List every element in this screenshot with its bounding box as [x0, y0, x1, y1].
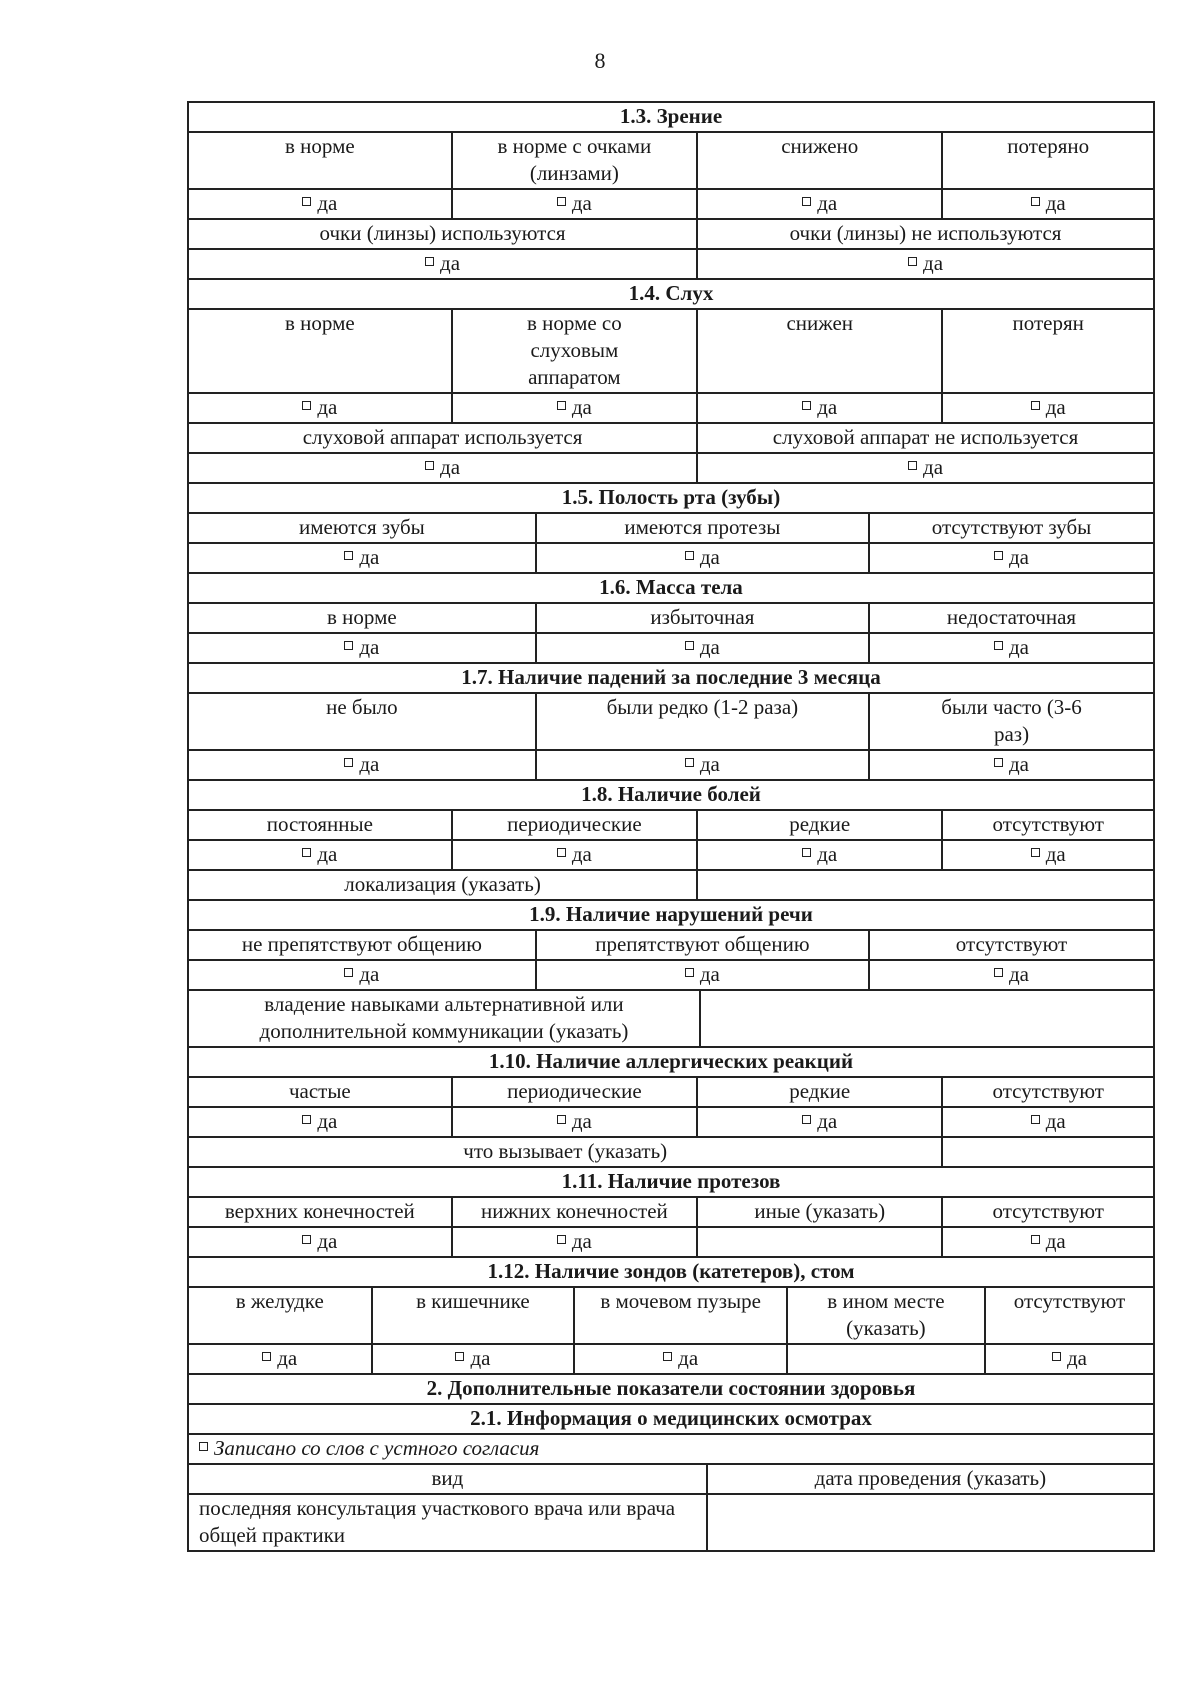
section-title: 1.3. Зрение	[188, 102, 1154, 132]
checkbox-icon	[344, 641, 353, 650]
checkbox-icon	[685, 641, 694, 650]
section-title: 1.12. Наличие зондов (катетеров), стом	[188, 1257, 1154, 1287]
yes-checkbox[interactable]: да	[188, 393, 452, 423]
column-label: снижено	[697, 132, 942, 189]
yes-checkbox[interactable]: да	[697, 249, 1154, 279]
column-label: недостаточная	[869, 603, 1154, 633]
yes-checkbox[interactable]: да	[188, 840, 452, 870]
allergy-section	[187, 1046, 1155, 1168]
yes-checkbox[interactable]: да	[188, 750, 536, 780]
yes-checkbox[interactable]: да	[942, 393, 1154, 423]
checkbox-icon	[262, 1352, 271, 1361]
checkbox-icon	[994, 641, 1003, 650]
column-label: были редко (1-2 раза)	[536, 693, 869, 750]
checkbox-icon	[1052, 1352, 1061, 1361]
allergy-cause-label: что вызывает (указать)	[188, 1137, 942, 1167]
speech-section	[187, 899, 1155, 991]
column-label: слуховой аппарат не используется	[697, 423, 1154, 453]
column-label: избыточная	[536, 603, 869, 633]
yes-checkbox[interactable]: да	[188, 249, 697, 279]
checkbox-icon	[302, 401, 311, 410]
verbal-consent-checkbox[interactable]: Записано со слов с устного согласия	[188, 1434, 1154, 1464]
checkbox-icon	[802, 848, 811, 857]
column-label: в норме	[188, 309, 452, 393]
checkbox-icon	[344, 551, 353, 560]
column-label: периодические	[452, 1077, 697, 1107]
column-label: очки (линзы) не используются	[697, 219, 1154, 249]
checkbox-icon	[557, 1115, 566, 1124]
yes-checkbox[interactable]: да	[697, 1107, 942, 1137]
checkbox-icon	[685, 968, 694, 977]
section-title: 1.6. Масса тела	[188, 573, 1154, 603]
column-label: в мочевом пузыре	[574, 1287, 787, 1344]
column-label: в норме со слуховым аппаратом	[452, 309, 697, 393]
yes-checkbox[interactable]: да	[697, 453, 1154, 483]
column-label: отсутствуют зубы	[869, 513, 1154, 543]
column-label: отсутствуют	[985, 1287, 1154, 1344]
column-label: не было	[188, 693, 536, 750]
checkbox-icon	[557, 197, 566, 206]
yes-checkbox[interactable]: да	[869, 960, 1154, 990]
column-label: потеряно	[942, 132, 1154, 189]
yes-checkbox[interactable]: да	[697, 840, 942, 870]
checkbox-icon	[557, 1235, 566, 1244]
alt-communication-field[interactable]	[700, 990, 1154, 1047]
column-label: в норме	[188, 132, 452, 189]
column-label: иные (указать)	[697, 1197, 942, 1227]
yes-checkbox[interactable]: да	[536, 633, 869, 663]
checkbox-icon	[1031, 848, 1040, 857]
yes-checkbox[interactable]: да	[188, 543, 536, 573]
yes-checkbox[interactable]: да	[188, 1107, 452, 1137]
yes-checkbox[interactable]: да	[452, 393, 697, 423]
column-label: периодические	[452, 810, 697, 840]
yes-checkbox[interactable]: да	[942, 840, 1154, 870]
checkbox-icon	[344, 968, 353, 977]
checkbox-icon	[344, 758, 353, 767]
other-location-field[interactable]	[787, 1344, 985, 1374]
weight-section	[187, 572, 1155, 664]
vision-glasses	[187, 218, 1155, 280]
yes-checkbox[interactable]: да	[452, 1227, 697, 1257]
column-label: постоянные	[188, 810, 452, 840]
checkbox-icon	[199, 1442, 208, 1451]
yes-checkbox[interactable]: да	[574, 1344, 787, 1374]
yes-checkbox[interactable]: да	[536, 960, 869, 990]
yes-checkbox[interactable]: да	[188, 633, 536, 663]
column-label: вид	[188, 1464, 707, 1494]
column-label: отсутствуют	[869, 930, 1154, 960]
yes-checkbox[interactable]: да	[188, 189, 452, 219]
allergy-cause-field[interactable]	[942, 1137, 1154, 1167]
section-title: 1.8. Наличие болей	[188, 780, 1154, 810]
pain-section	[187, 779, 1155, 901]
localization-field[interactable]	[697, 870, 1154, 900]
column-label: частые	[188, 1077, 452, 1107]
checkbox-icon	[1031, 401, 1040, 410]
yes-checkbox[interactable]: да	[452, 1107, 697, 1137]
checkbox-icon	[302, 848, 311, 857]
column-label: слуховой аппарат используется	[188, 423, 697, 453]
subsection-title: 2.1. Информация о медицинских осмотрах	[188, 1404, 1154, 1434]
hearing-aid	[187, 422, 1155, 484]
section-title: 1.10. Наличие аллергических реакций	[188, 1047, 1154, 1077]
yes-checkbox[interactable]: да	[536, 750, 869, 780]
checkbox-icon	[802, 1115, 811, 1124]
checkbox-icon	[685, 551, 694, 560]
column-label: верхних конечностей	[188, 1197, 452, 1227]
checkbox-icon	[425, 257, 434, 266]
section-title: 1.9. Наличие нарушений речи	[188, 900, 1154, 930]
checkbox-icon	[302, 1115, 311, 1124]
yes-checkbox[interactable]: да	[372, 1344, 575, 1374]
checkbox-icon	[425, 461, 434, 470]
yes-checkbox[interactable]: да	[188, 1344, 372, 1374]
checkbox-icon	[994, 968, 1003, 977]
checkbox-icon	[1031, 197, 1040, 206]
column-label: отсутствуют	[942, 1077, 1154, 1107]
yes-checkbox[interactable]: да	[452, 189, 697, 219]
prosthesis-section	[187, 1166, 1155, 1258]
yes-checkbox[interactable]: да	[452, 840, 697, 870]
yes-checkbox[interactable]: да	[697, 189, 942, 219]
column-label: дата проведения (указать)	[707, 1464, 1154, 1494]
column-label: не препятствуют общению	[188, 930, 536, 960]
yes-checkbox[interactable]: да	[188, 960, 536, 990]
section-2	[187, 1373, 1155, 1552]
consult-date-field[interactable]	[707, 1494, 1154, 1551]
checkbox-icon	[1031, 1115, 1040, 1124]
column-label: имеются зубы	[188, 513, 536, 543]
speech-alt-communication	[187, 989, 1155, 1048]
probes-section	[187, 1256, 1155, 1375]
column-label: снижен	[697, 309, 942, 393]
column-label: в норме с очками (линзами)	[452, 132, 697, 189]
section-title: 2. Дополнительные показатели состоянии здоровья	[188, 1374, 1154, 1404]
checkbox-icon	[802, 197, 811, 206]
localization-label: локализация (указать)	[188, 870, 697, 900]
section-title: 1.4. Слух	[188, 279, 1154, 309]
column-label: очки (линзы) используются	[188, 219, 697, 249]
falls-section	[187, 662, 1155, 781]
yes-checkbox[interactable]: да	[697, 393, 942, 423]
yes-checkbox[interactable]: да	[985, 1344, 1154, 1374]
vision-section	[187, 101, 1155, 220]
yes-checkbox[interactable]: да	[942, 1107, 1154, 1137]
column-label: редкие	[697, 1077, 942, 1107]
row-label: последняя консультация участкового врача или врача общей практики	[188, 1494, 707, 1551]
column-label: были часто (3-6 раз)	[869, 693, 1154, 750]
column-label: отсутствуют	[942, 810, 1154, 840]
mouth-section	[187, 482, 1155, 574]
yes-checkbox[interactable]: да	[869, 543, 1154, 573]
column-label: в ином месте (указать)	[787, 1287, 985, 1344]
column-label: в норме	[188, 603, 536, 633]
yes-checkbox[interactable]: да	[188, 1227, 452, 1257]
checkbox-icon	[685, 758, 694, 767]
column-label: в желудке	[188, 1287, 372, 1344]
page-number: 8	[594, 48, 606, 73]
assessment-form	[187, 103, 1155, 1552]
yes-checkbox[interactable]: да	[942, 1227, 1154, 1257]
checkbox-icon	[557, 401, 566, 410]
hearing-section	[187, 278, 1155, 424]
checkbox-icon	[908, 257, 917, 266]
column-label: препятствуют общению	[536, 930, 869, 960]
column-label: отсутствуют	[942, 1197, 1154, 1227]
section-title: 1.5. Полость рта (зубы)	[188, 483, 1154, 513]
yes-checkbox[interactable]: да	[869, 750, 1154, 780]
checkbox-icon	[455, 1352, 464, 1361]
checkbox-icon	[663, 1352, 672, 1361]
checkbox-icon	[908, 461, 917, 470]
section-title: 1.11. Наличие протезов	[188, 1167, 1154, 1197]
column-label: в кишечнике	[372, 1287, 575, 1344]
other-prosthesis-field[interactable]	[697, 1227, 942, 1257]
checkbox-icon	[802, 401, 811, 410]
column-label: потерян	[942, 309, 1154, 393]
checkbox-icon	[1031, 1235, 1040, 1244]
alt-communication-label: владение навыками альтернативной или дополнительной коммуникации (указать)	[188, 990, 700, 1047]
yes-checkbox[interactable]: да	[188, 453, 697, 483]
checkbox-icon	[302, 197, 311, 206]
checkbox-icon	[557, 848, 566, 857]
column-label: имеются протезы	[536, 513, 869, 543]
yes-checkbox[interactable]: да	[536, 543, 869, 573]
checkbox-icon	[302, 1235, 311, 1244]
checkbox-icon	[994, 758, 1003, 767]
section-title: 1.7. Наличие падений за последние 3 месяца	[188, 663, 1154, 693]
column-label: нижних конечностей	[452, 1197, 697, 1227]
yes-checkbox[interactable]: да	[942, 189, 1154, 219]
column-label: редкие	[697, 810, 942, 840]
checkbox-icon	[994, 551, 1003, 560]
yes-checkbox[interactable]: да	[869, 633, 1154, 663]
